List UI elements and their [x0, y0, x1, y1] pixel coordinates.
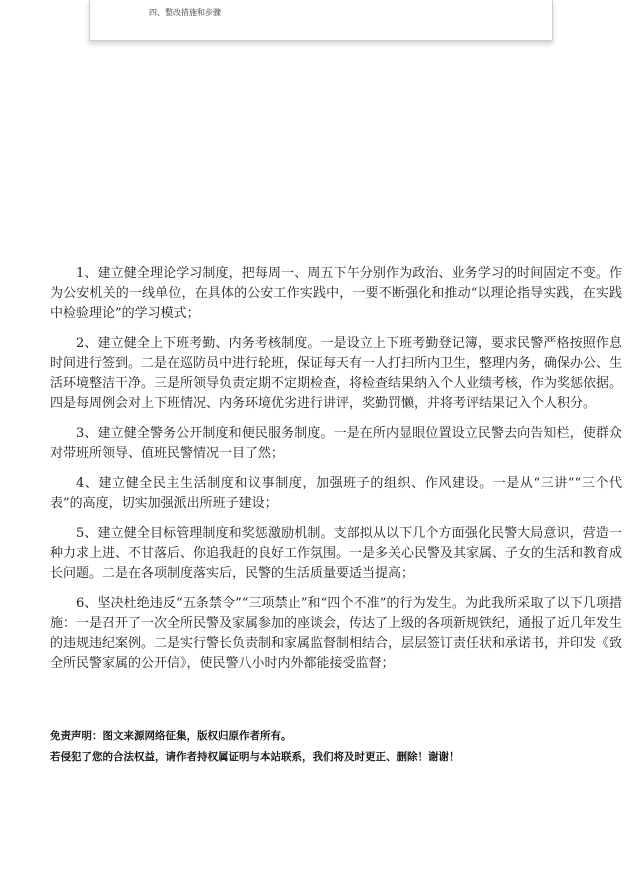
paragraph-2: 2、建立健全上下班考勤、内务考核制度。一是设立上下班考勤登记簿，要求民警严格按照作息时间进行签到。二是在巡防员中进行轮班，保证每天有一人打扫所内卫生，整理内务，确保办公、生活环境整洁干净。三是所领导负责定期不定期检查，将检查结果纳入个人业绩考核，作为奖惩依据。四是每周例会对上下班情况、内务环境优劣进行讲评，奖勤罚懒，并将考评结果记入个人积分。	[50, 336, 623, 411]
preview-heading: 四、整改措施和步骤	[149, 8, 221, 17]
paragraph-5: 5、建立健全目标管理制度和奖惩激励机制。支部拟从以下几个方面强化民警大局意识，营造一种力求上进、不甘落后、你追我赶的良好工作氛围。一是多关心民警及其家属、子女的生活和教育成长问题。二是在各项制度落实后，民警的生活质量要适当提高；	[50, 526, 623, 581]
document-preview-card	[89, 0, 553, 41]
paragraph-6: 6、坚决杜绝违反“五条禁令”“三项禁止”和“四个不准”的行为发生。为此我所采取了以下几项措施：一是召开了一次全所民警及家属参加的座谈会，传达了上级的各项新规铁纪，通报了近几年发生的违规违纪案例。二是实行警长负责制和家属监督制相结合，层层签订责任状和承诺书，并印发《致全所民警家属的公开信》，使民警八小时内外都能接受监督；	[50, 596, 623, 671]
disclaimer	[50, 726, 610, 768]
paragraph-4: 4、建立健全民主生活制度和议事制度，加强班子的组织、作风建设。一是从“三讲”“三个代表”的高度，切实加强派出所班子建设；	[50, 476, 622, 511]
disclaimer-line-2: 若侵犯了您的合法权益，请作者持权属证明与本站联系，我们将及时更正、删除！谢谢！	[50, 751, 460, 763]
paragraph-1: 1、建立健全理论学习制度，把每周一、周五下午分别作为政治、业务学习的时间固定不变。作为公安机关的一线单位，在具体的公安工作实践中，一要不断强化和推动“以理论指导实践，在实践中检验理论”的学习模式；	[50, 266, 622, 321]
paragraph-3: 3、建立健全警务公开制度和便民服务制度。一是在所内显眼位置设立民警去向告知栏，使群众对带班所领导、值班民警情况一目了然；	[50, 426, 622, 461]
article-body	[50, 264, 622, 684]
disclaimer-line-1: 免责声明：图文来源网络征集，版权归原作者所有。	[50, 730, 292, 742]
